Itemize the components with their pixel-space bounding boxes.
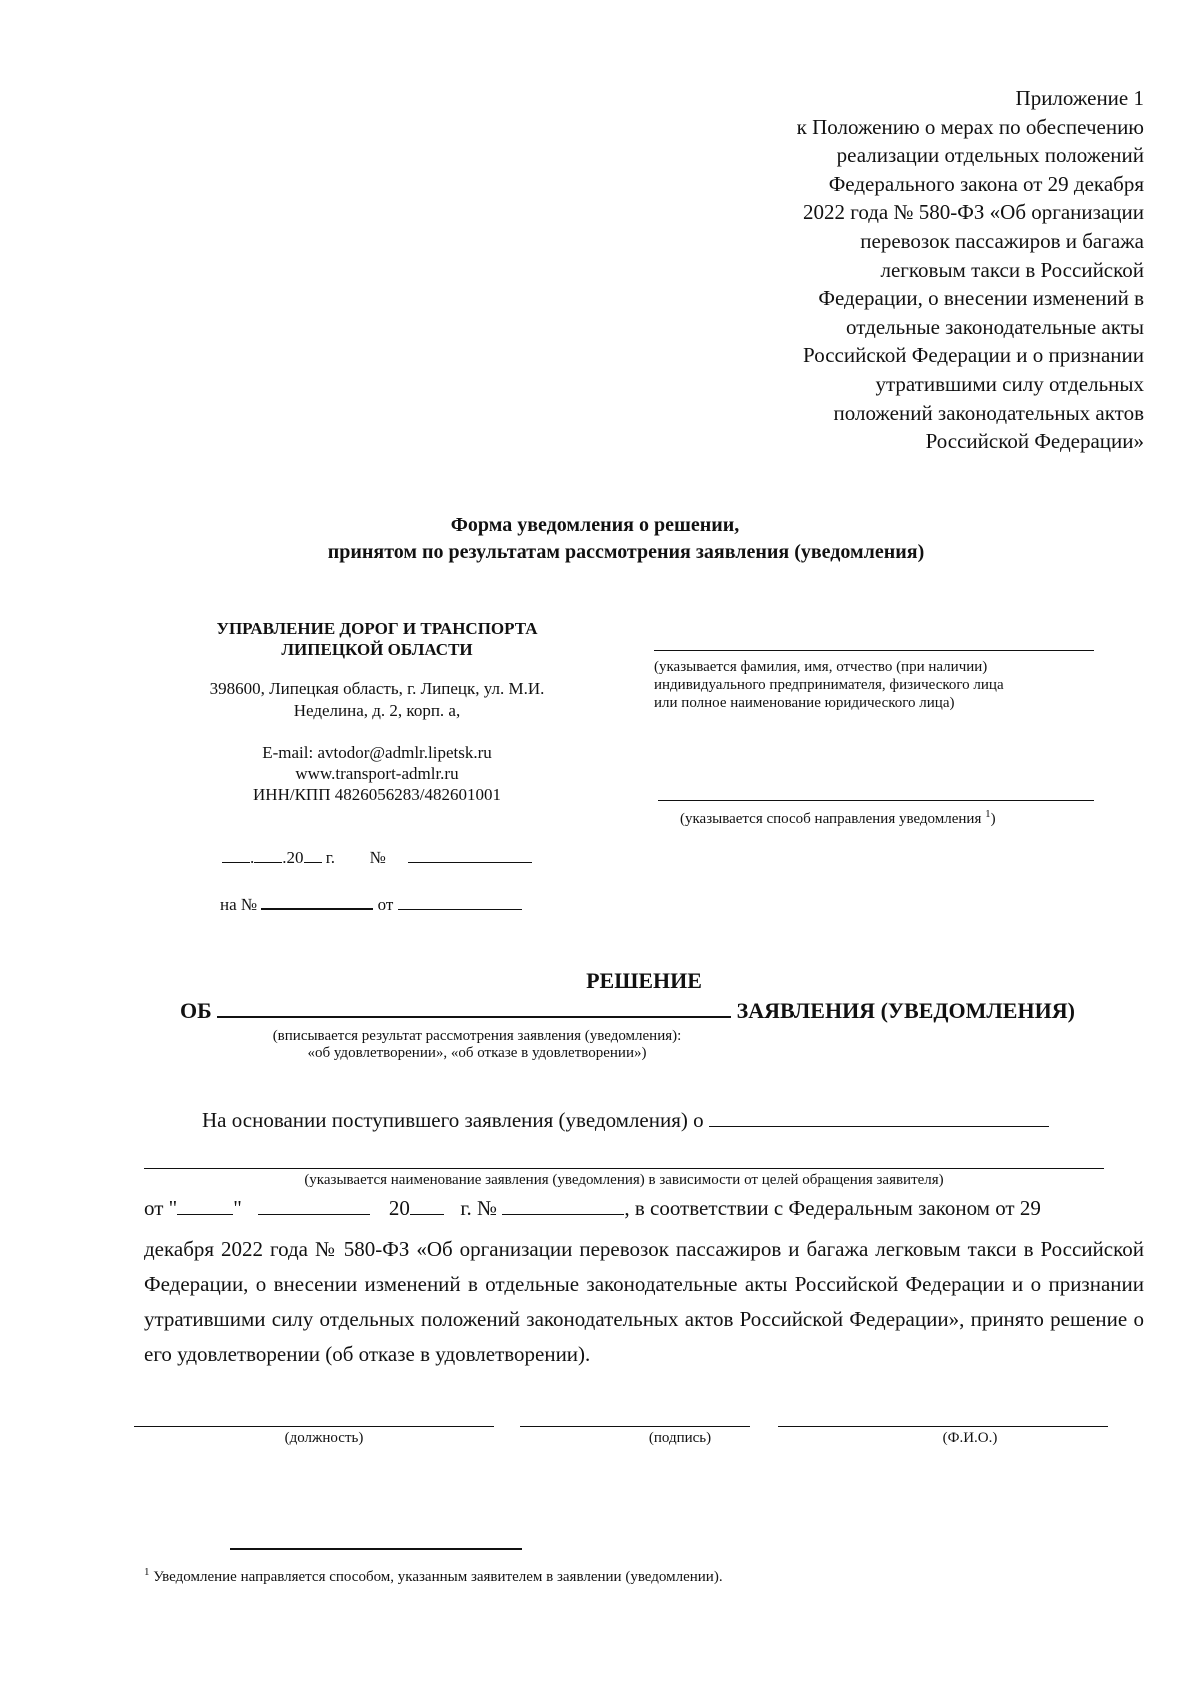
application-name-hint: (указывается наименование заявления (уведомления) в зависимости от целей обращения заявителя) xyxy=(304,1172,944,1188)
appendix-line: Приложение 1 xyxy=(1015,86,1144,110)
quote-open: " xyxy=(168,1196,178,1220)
year-suffix: г. xyxy=(321,848,336,867)
decision-hint xyxy=(222,1028,732,1062)
delivery-method-hint xyxy=(680,808,996,828)
organization-block xyxy=(162,618,592,805)
application-number-blank[interactable] xyxy=(502,1196,624,1215)
decision-hint-line1: (вписывается результат рассмотрения заявления (уведомления): xyxy=(272,1028,682,1044)
date-separator: . xyxy=(250,848,255,867)
decision-result-blank[interactable] xyxy=(217,996,731,1018)
signature-line[interactable] xyxy=(520,1426,750,1427)
organization-name xyxy=(162,618,592,660)
organization-name-line2: ЛИПЕЦКОЙ ОБЛАСТИ xyxy=(281,640,473,659)
full-name-signature-line[interactable] xyxy=(778,1426,1108,1427)
appendix-line: 2022 года № 580-ФЗ «Об организации xyxy=(803,200,1144,225)
recipient-hint-line3: или полное наименование юридического лица) xyxy=(654,695,955,711)
footnote-separator xyxy=(230,1548,522,1550)
body-intro-row xyxy=(202,1108,1049,1133)
organization-contacts xyxy=(162,742,592,805)
recipient-hint-line1: (указывается фамилия, имя, отчество (при наличии) xyxy=(654,659,988,675)
date-year-prefix: .20 xyxy=(282,848,304,867)
month-blank[interactable] xyxy=(254,846,282,863)
organization-website: www.transport-admlr.ru xyxy=(295,764,459,783)
form-title-line1: Форма уведомления о решении, xyxy=(450,514,740,536)
reference-number-label: на № xyxy=(220,895,258,914)
year-blank[interactable] xyxy=(304,846,322,863)
decision-heading-row xyxy=(180,996,1075,1024)
outgoing-number-blank[interactable] xyxy=(408,846,532,863)
footnote-text: Уведомление направляется способом, указанным заявителем в заявлении (уведомлении). xyxy=(149,1569,723,1585)
decision-suffix: ЗАЯВЛЕНИЯ (УВЕДОМЛЕНИЯ) xyxy=(736,998,1075,1023)
position-label: (должность) xyxy=(284,1430,364,1446)
appendix-reference xyxy=(684,84,1144,456)
delivery-method-hint-close: ) xyxy=(990,811,996,827)
legal-basis-start: , в соответствии с Федеральным законом от 29 xyxy=(624,1196,1041,1220)
recipient-hint xyxy=(654,658,1094,712)
appendix-line: отдельные законодательные акты xyxy=(846,314,1144,339)
reference-from-label: от xyxy=(377,895,394,914)
reference-number-row xyxy=(220,892,522,915)
recipient-name-line[interactable] xyxy=(654,650,1094,651)
organization-email: E-mail: avtodor@admlr.lipetsk.ru xyxy=(262,743,492,762)
application-subject-blank[interactable] xyxy=(709,1108,1049,1127)
recipient-hint-line2: индивидуального предпринимателя, физического лица xyxy=(654,677,1004,693)
form-title xyxy=(0,512,1200,566)
reference-number-blank[interactable] xyxy=(261,892,373,910)
footnote xyxy=(144,1566,723,1586)
application-number-label: г. № xyxy=(460,1196,498,1220)
organization-address xyxy=(162,678,592,722)
application-year-blank[interactable] xyxy=(410,1196,444,1215)
appendix-line: утратившими силу отдельных xyxy=(875,371,1144,396)
appendix-line: к Положению о мерах по обеспечению xyxy=(796,114,1144,139)
decision-title: РЕШЕНИЕ xyxy=(586,968,702,993)
organization-address-line1: 398600, Липецкая область, г. Липецк, ул. М.И. xyxy=(209,679,545,698)
appendix-line: Российской Федерации и о признании xyxy=(803,343,1144,368)
decision-hint-line2: «об удовлетворении», «об отказе в удовлетворении») xyxy=(307,1045,647,1061)
application-name-line[interactable] xyxy=(144,1168,1104,1169)
appendix-line: Федерального закона от 29 декабря xyxy=(828,171,1144,196)
appendix-line: Федерации, о внесении изменений в xyxy=(818,286,1144,311)
from-label: от xyxy=(144,1196,164,1220)
appendix-line: перевозок пассажиров и багажа xyxy=(860,228,1144,253)
application-day-blank[interactable] xyxy=(177,1196,233,1215)
application-month-blank[interactable] xyxy=(258,1196,370,1215)
appendix-line: реализации отдельных положений xyxy=(836,143,1144,168)
reference-date-blank[interactable] xyxy=(398,893,522,910)
application-year-prefix: 20 xyxy=(388,1196,410,1220)
appendix-line: положений законодательных актов xyxy=(833,400,1144,425)
delivery-method-hint-text: (указывается способ направления уведомления xyxy=(680,811,986,827)
application-date-row xyxy=(144,1196,1041,1221)
organization-inn-kpp: ИНН/КПП 4826056283/482601001 xyxy=(253,785,501,804)
signature-label: (подпись) xyxy=(648,1430,712,1446)
appendix-line: легковым такси в Российской xyxy=(880,257,1144,282)
delivery-method-line[interactable] xyxy=(658,800,1094,801)
organization-name-line1: УПРАВЛЕНИЕ ДОРОГ И ТРАНСПОРТА xyxy=(216,619,538,638)
footnote-marker: 1 xyxy=(144,1566,150,1578)
day-blank[interactable] xyxy=(222,846,250,863)
quote-close: " xyxy=(233,1196,242,1220)
form-title-line2: принятом по результатам рассмотрения заявления (уведомления) xyxy=(327,541,925,563)
decision-paragraph: декабря 2022 года № 580-ФЗ «Об организации перевозок пассажиров и багажа легковым такси в Российской Федерации, о внесении изменений в отдельные законодательные акты Российской Федерации и о признании утратившими силу отдельных положений законодательных актов Российской Федерации», принято решение о его удовлетворении (об отказе в удовлетворении). xyxy=(144,1237,1144,1366)
number-sign: № xyxy=(369,848,386,867)
full-name-label: (Ф.И.О.) xyxy=(942,1430,998,1446)
decision-prefix: ОБ xyxy=(180,998,212,1023)
appendix-line: Российской Федерации» xyxy=(925,429,1144,454)
body-intro-text: На основании поступившего заявления (уведомления) о xyxy=(202,1108,704,1132)
footnote-reference: 1 xyxy=(985,808,991,820)
outgoing-date-number-row xyxy=(222,846,532,868)
position-signature-line[interactable] xyxy=(134,1426,494,1427)
organization-address-line2: Неделина, д. 2, корп. а, xyxy=(293,701,461,720)
